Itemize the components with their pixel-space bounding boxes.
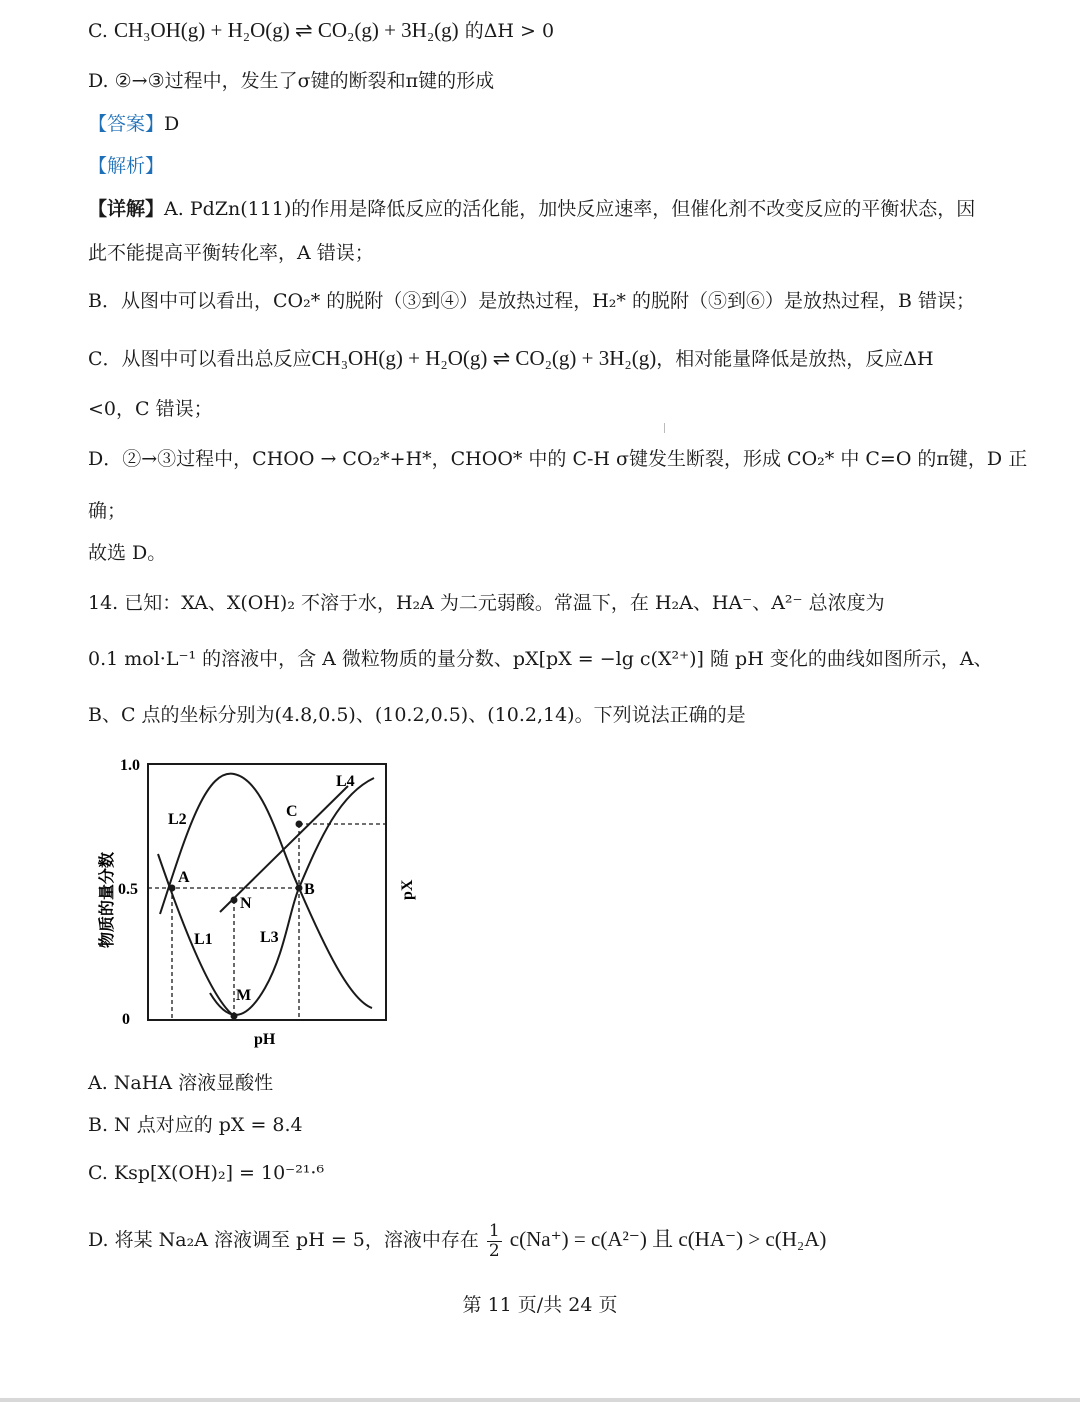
detail-c-pre: C．从图中可以看出总反应 xyxy=(88,348,312,370)
label-n: N xyxy=(240,895,252,912)
ytick-0: 0 xyxy=(122,1011,130,1028)
detail-c-formula: CH₃OH(g) + H₂O(g) ⇌ CO₂(g) + 3H₂(g) xyxy=(311,346,657,370)
answer-value: D xyxy=(164,113,180,135)
label-b: B xyxy=(304,881,315,898)
detail-a-text: A. PdZn(111)的作用是降低反应的活化能，加快反应速率，但催化剂不改变反应的平衡状态，因 xyxy=(164,198,976,220)
q14-option-b: B. N 点对应的 pX = 8.4 xyxy=(88,1114,303,1136)
label-m: M xyxy=(236,987,252,1004)
option-c-tail: 的ΔH > 0 xyxy=(464,20,555,42)
point-a xyxy=(169,885,176,892)
y-axis-label: 物质的量分数 xyxy=(97,851,116,948)
q14-option-c: C. Ksp[X(OH)₂] = 10⁻²¹·⁶ xyxy=(88,1162,325,1184)
ytick-05: 0.5 xyxy=(118,881,138,898)
bottom-rule xyxy=(0,1398,1080,1402)
option-d-post: c(Na⁺) = c(A²⁻) 且 c(HA⁻) > c(H₂A) xyxy=(509,1227,827,1252)
option-c-formula: CH₃OH(g) + H₂O(g) ⇌ CO₂(g) + 3H₂(g) xyxy=(113,18,459,42)
label-l2: L2 xyxy=(168,811,187,828)
label-c: C xyxy=(286,803,298,820)
detail-c-line2: <0，C 错误； xyxy=(88,398,213,420)
label-l3: L3 xyxy=(260,929,279,946)
analysis-tag: 【解析】 xyxy=(88,155,165,177)
option-d-prev: D. ②→③过程中，发生了σ键的断裂和π键的形成 xyxy=(88,70,495,92)
detail-tag: 【详解】 xyxy=(88,198,165,220)
page-footer: 第 11 页/共 24 页 xyxy=(462,1294,618,1316)
detail-a-line1 xyxy=(88,200,975,219)
ytick-1: 1.0 xyxy=(120,757,140,774)
label-l1: L1 xyxy=(194,931,213,948)
detail-d-line1: D．②→③过程中，CHOO → CO₂*+H*，CHOO* 中的 C-H σ键发生断裂，形成 CO₂* 中 C=O 的π键，D 正 xyxy=(88,448,1028,470)
plot-frame xyxy=(148,764,386,1020)
detail-c-line1 xyxy=(88,348,934,369)
fraction-numerator: 1 xyxy=(488,1221,500,1241)
option-c-label: C. xyxy=(88,20,108,42)
q14-option-d xyxy=(88,1222,826,1260)
q14-option-a: A. NaHA 溶液显酸性 xyxy=(88,1072,274,1094)
point-c xyxy=(296,821,303,828)
conclusion: 故选 D。 xyxy=(88,542,167,564)
x-axis-label: pH xyxy=(254,1031,276,1048)
point-m xyxy=(231,1013,238,1020)
curve-l4 xyxy=(220,786,348,912)
distribution-chart xyxy=(80,748,420,1058)
fraction-half xyxy=(487,1222,502,1260)
q14-line2: 0.1 mol·L⁻¹ 的溶液中，含 A 微粒物质的量分数、pX[pX = −lg c(X²⁺)] 随 pH 变化的曲线如图所示，A、 xyxy=(88,648,993,670)
q14-line3: B、C 点的坐标分别为(4.8,0.5)、(10.2,0.5)、(10.2,14)。下列说法正确的是 xyxy=(88,704,746,726)
fraction-denominator: 2 xyxy=(488,1240,500,1261)
label-a: A xyxy=(178,869,190,886)
answer-line xyxy=(88,115,179,134)
y2-axis-label: pX xyxy=(399,879,416,900)
answer-tag: 【答案】 xyxy=(88,113,165,135)
label-l4: L4 xyxy=(336,773,355,790)
stray-mark xyxy=(664,423,665,433)
option-d-pre: D. 将某 Na₂A 溶液调至 pH = 5，溶液中存在 xyxy=(88,1229,479,1252)
detail-a-line2: 此不能提高平衡转化率，A 错误； xyxy=(88,242,374,264)
option-c-prev xyxy=(88,20,554,41)
detail-d-line2: 确； xyxy=(88,500,127,522)
detail-c-post: ，相对能量降低是放热，反应ΔH xyxy=(656,348,934,370)
point-n xyxy=(231,897,238,904)
detail-b-line: B．从图中可以看出，CO₂* 的脱附（③到④）是放热过程，H₂* 的脱附（⑤到⑥）是放热过程，B 错误； xyxy=(88,290,975,312)
point-b xyxy=(296,885,303,892)
q14-line1: 14. 已知：XA、X(OH)₂ 不溶于水，H₂A 为二元弱酸。常温下，在 H₂A、HA⁻、A²⁻ 总浓度为 xyxy=(88,592,885,614)
